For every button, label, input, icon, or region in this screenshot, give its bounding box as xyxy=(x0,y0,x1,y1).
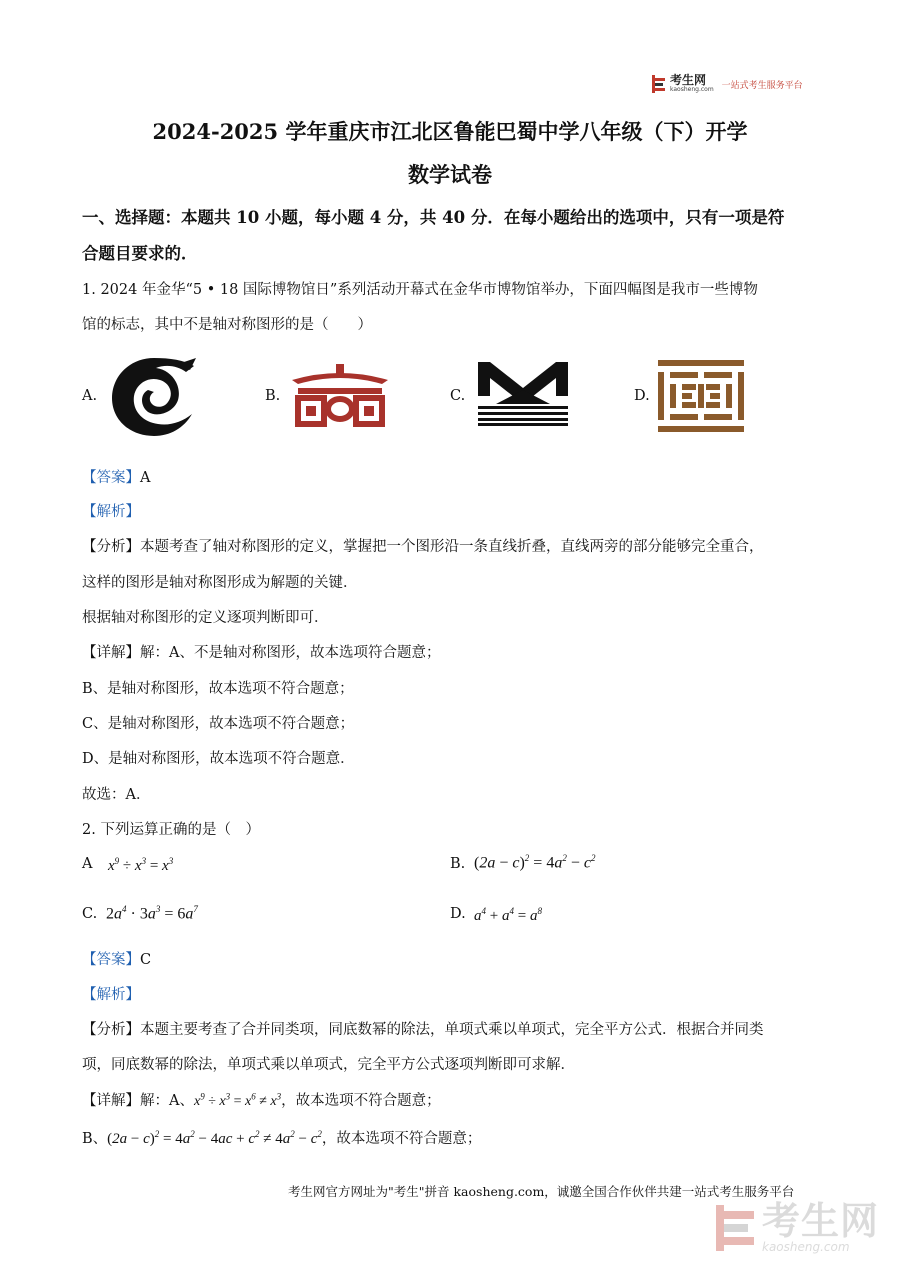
q1-option-a-label: A. xyxy=(82,388,98,404)
answer-tag: 【答案】 xyxy=(82,952,140,968)
q2-analysis-tag: 【解析】 xyxy=(82,987,140,1003)
page-subtitle: 数学试卷 xyxy=(408,162,492,187)
detail-text: 解：A、不是轴对称图形，故本选项符合题意； xyxy=(140,645,441,661)
q2-option-a-formula: $x^9 \div x^3 = x^3$ xyxy=(108,856,174,874)
header-logo xyxy=(652,74,803,94)
answer-value: C xyxy=(140,952,152,968)
q2-answer xyxy=(82,948,151,969)
q1-conclusion: 故选：A． xyxy=(82,787,151,803)
q1-analysis-tag: 【解析】 xyxy=(82,504,140,520)
detail-a-suffix: ，故本选项不符合题意； xyxy=(281,1093,441,1109)
fenxi-tag: 【分析】 xyxy=(82,539,140,555)
q2-option-a-label: A xyxy=(82,856,93,872)
q2-option-b-label: B. xyxy=(450,856,466,872)
q2-option-d-label: D. xyxy=(450,906,466,922)
spiral-dragon-logo-icon xyxy=(108,354,200,440)
q1-answer xyxy=(82,466,150,487)
q1-stem-line2: 馆的标志，其中不是轴对称图形的是（ ） xyxy=(82,317,372,333)
q2-option-d-formula: $a^4 + a^4 = a^8$ xyxy=(474,906,542,924)
q1-option-b-label: B. xyxy=(265,388,281,404)
q1-detail-line2: B、是轴对称图形，故本选项不符合题意； xyxy=(82,681,354,697)
q1-detail-line4: D、是轴对称图形，故本选项不符合题意． xyxy=(82,751,355,767)
fenxi-text: 本题主要考查了合并同类项，同底数幂的除法，单项式乘以单项式，完全平方公式．根据合并同类 xyxy=(140,1022,764,1038)
detail-b-formula: $(2a - c)^2 = 4a^2 - 4ac + c^2 \ne 4a^2 - c^2$ xyxy=(107,1129,322,1147)
q2-detail-a xyxy=(82,1089,441,1110)
fenxi-tag: 【分析】 xyxy=(82,1022,140,1038)
q1-detail-line3: C、是轴对称图形，故本选项不符合题意； xyxy=(82,716,355,732)
fenxi-text: 本题考查了轴对称图形的定义，掌握把一个图形沿一条直线折叠，直线两旁的部分能够完全重合， xyxy=(140,539,764,555)
watermark xyxy=(716,1199,880,1254)
q1-detail-line1 xyxy=(82,641,440,662)
logo-domain: kaosheng.com xyxy=(670,86,714,93)
detail-tag: 【详解】 xyxy=(82,645,140,661)
logo-name: 考生网 xyxy=(670,73,707,87)
detail-b-prefix: B、 xyxy=(82,1131,108,1147)
watermark-name: 考生网 xyxy=(762,1199,880,1243)
brown-maze-logo-icon xyxy=(658,360,744,432)
m-mountain-logo-icon xyxy=(476,360,570,426)
footer-text: 考生网官方网址为"考生"拼音 kaosheng.com，诚邀全国合作伙伴共建一站式考生服务平台 xyxy=(288,1184,795,1199)
red-pavilion-logo-icon xyxy=(290,362,390,428)
detail-b-suffix: ，故本选项不符合题意； xyxy=(321,1131,482,1147)
answer-value: A xyxy=(140,470,151,486)
q2-option-c-formula: $2a^4 \cdot 3a^3 = 6a^7$ xyxy=(106,904,198,923)
watermark-domain: kaosheng.com xyxy=(762,1240,850,1254)
detail-tag: 【详解】 xyxy=(82,1093,140,1109)
q1-option-c-label: C. xyxy=(450,388,466,404)
q2-option-c-label: C. xyxy=(82,906,98,922)
q2-fenxi-line2: 项，同底数幂的除法，单项式乘以单项式，完全平方公式逐项判断即可求解． xyxy=(82,1057,575,1073)
answer-tag: 【答案】 xyxy=(82,470,140,486)
logo-slogan: 一站式考生服务平台 xyxy=(721,80,803,91)
watermark-logo-icon xyxy=(716,1205,756,1251)
q1-fenxi-line1 xyxy=(82,535,764,556)
q2-stem: 2. 下列运算正确的是（ ） xyxy=(82,822,260,838)
kaosheng-logo-icon xyxy=(652,75,666,93)
q1-stem-line1: 1. 2024 年金华“5 • 18 国际博物馆日”系列活动开幕式在金华市博物馆举办，下面四幅图是我市一些博物 xyxy=(82,282,758,298)
q2-option-b-formula: $(2a - c)^2 = 4a^2 - c^2$ xyxy=(474,853,596,872)
q2-fenxi-line1 xyxy=(82,1018,764,1039)
q1-fenxi-line2: 这样的图形是轴对称图形成为解题的关键． xyxy=(82,575,358,591)
detail-a-formula: $x^9 \div x^3 = x^6 \ne x^3$ xyxy=(193,1091,282,1109)
detail-a-prefix: 解：A、 xyxy=(140,1093,194,1109)
page-title: 2024-2025 学年重庆市江北区鲁能巴蜀中学八年级（下）开学 xyxy=(152,119,748,144)
q1-fenxi-line3: 根据轴对称图形的定义逐项判断即可． xyxy=(82,610,329,626)
q2-detail-b xyxy=(82,1127,481,1148)
section-heading-line1: 一、选择题：本题共 10 小题，每小题 4 分，共 40 分．在每小题给出的选项中，只有一项是符 xyxy=(82,208,785,227)
section-heading-line2: 合题目要求的． xyxy=(82,244,198,263)
q1-option-d-label: D. xyxy=(634,388,650,404)
